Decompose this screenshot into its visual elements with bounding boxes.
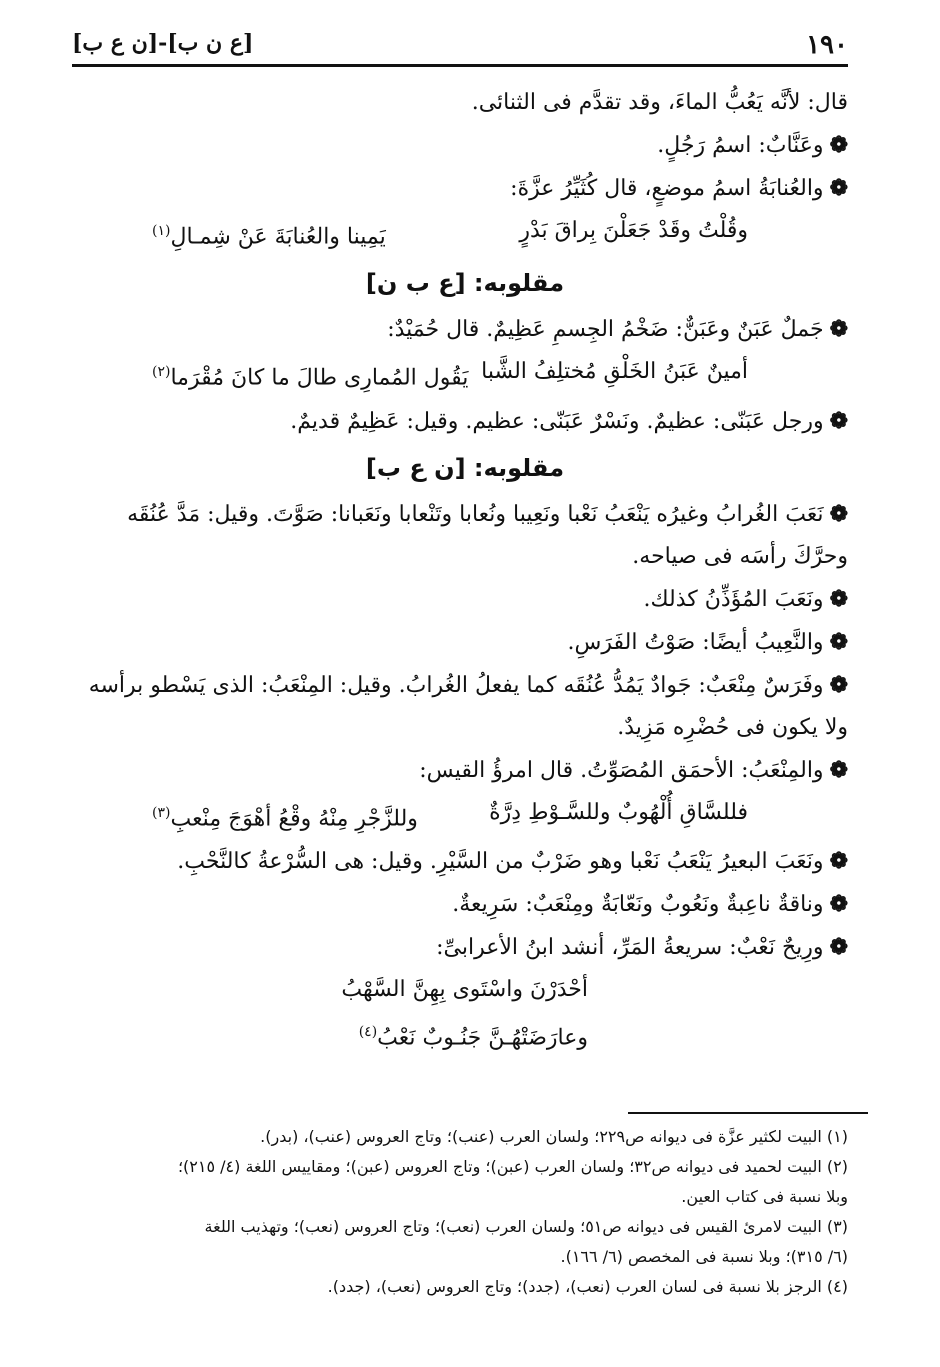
entry-text: ونَعَبَ البعيرُ يَنْعَبُ نَعْبا وهو ضَرْبٌ من السَّيْرِ. وقيل: هى السُّرْعةُ كالنَّحْبِ. [177,848,824,874]
entry-text: وعَنَّابٌ: اسمُ رَجُلٍ. [657,133,824,158]
footnote: (٢) البيت لحميد فى ديوانه ص٣٢؛ ولسان العرب (عبن)؛ وتاج العروس (عبن)؛ ومقاييس اللغة (٤/ ٢١٥)؛ [177,1157,848,1176]
verse-hemistich-right: أمينٌ عَبَنُ الخَلْقِ مُختلِفُ الشَّبا [481,359,748,385]
footnote-continuation: (٦/ ٣١٥)؛ وبلا نسبة فى المخصص (٦/ ١٦٦). [560,1247,848,1266]
bullet-icon: ❁ [829,407,848,434]
entry-text: والعُنابَةُ اسمُ موضعٍ، قال كُثَيِّرُ عزَّةَ: [510,176,824,201]
footnote-continuation: وبلا نسبة فى كتاب العين. [681,1187,848,1206]
entry [82,840,848,883]
header-rule [72,64,848,67]
entry [82,167,848,210]
footnote: (٤) الرجز بلا نسبة فى لسان العرب (نعب)، (جدد)؛ وتاج العروس (نعب)، (جدد). [327,1277,848,1296]
footnotes [72,1122,848,1302]
entry [82,308,848,351]
bullet-icon: ❁ [829,175,848,201]
entry-text: جَملٌ عَبَنٌ وعَبَنٌّ: ضَخْمُ الجِسمِ عَظِيمٌ. قال حُمَيْدٌ: [387,317,824,343]
verse [82,351,848,399]
bullet-icon: ❁ [829,671,848,698]
bullet-icon: ❁ [829,500,848,527]
verse-hemistich-left: يَمِينا والعُنابَةَ عَنْ شِمـالِ$^{(١)}$ [152,223,386,250]
page-header [72,30,848,66]
footnote-ref: (١) [152,223,171,239]
entry [82,124,848,167]
footnote-ref: (٢) [152,364,171,381]
bullet-icon: ❁ [829,132,848,158]
bullet-icon: ❁ [829,933,848,960]
rajaz-line: وعارَضَتْهُـنَّ جَنُـوبٌ نَعْبُ$^{(٤)}$ [358,1023,588,1051]
verse-hemistich-right: فللسَّاقِ أُلْهُوبٌ وللسَّـوْطِ دِرَّةٌ [489,799,748,825]
entry-text: ونَعَبَ المُؤَذِّنُ كذلك. [643,586,824,612]
bullet-icon: ❁ [829,847,848,874]
text-line: ولا يكون فى حُضْرِه مَزِيدٌ. [617,714,848,740]
entry [82,493,848,536]
entry [82,926,848,969]
verse [82,792,848,840]
running-head: [ع ن ب]-[ن ع ب] [72,30,254,56]
footnote: (١) البيت لكثير عزَّة فى ديوانه ص٢٢٩؛ ولسان العرب (عنب)؛ وتاج العروس (عنب)، (بدر). [260,1127,848,1146]
rajaz-line: أحْدَرْنَ واسْتَوى بِهِنَّ السَّهْبُ [341,976,588,1002]
footnote: (٣) البيت لامرئ القيس فى ديوانه ص٥١؛ ولسان العرب (نعب)؛ وتاج العروس (نعب)؛ وتهذيب اللغة [204,1217,848,1236]
entry-text: ورِيحٌ نَعْبٌ: سريعةُ المَرِّ، أنشد ابنُ الأعرابىِّ: [436,934,824,960]
text-line: وحرَّكَ رأسَه فى صياحه. [632,543,848,569]
bullet-icon: ❁ [829,628,848,655]
bullet-icon: ❁ [829,756,848,783]
verse-hemistich-left: وللزَّجْرِ مِنْهُ وقْعُ أهْوَجَ مِنْعبِ$^{(٣)}$ [152,804,418,831]
entry [82,400,848,443]
page-number: ١٩٠ [806,30,848,60]
entry [82,664,848,707]
entry-text: والمِنْعَبُ: الأحمَق المُصَوِّتُ. قال امرؤُ القيس: [419,757,824,783]
footnote-ref: (٣) [152,804,171,821]
main-text [82,82,848,1059]
bullet-icon: ❁ [829,585,848,612]
entry [82,621,848,664]
bullet-icon: ❁ [829,316,848,343]
bullet-icon: ❁ [829,890,848,917]
entry-text: وفَرَسٌ مِنْعَبٌ: جَوادٌ يَمُدُّ عُنُقَه كما يفعلُ الغُرابُ. وقيل: المِنْعَبُ: الذى يَسْطو برأسه [88,672,824,698]
section-heading: مقلوبه: [ع ب ن] [365,269,565,298]
entry-text: ورجل عَبَنّى: عظيمٌ. ونَسْرٌ عَبَنّى: عظيم. وقيل: عَظِيمٌ قديمٌ. [290,408,824,434]
verse-hemistich-left: يَقُول المُمارِى طالَ ما كانَ مُقْرَما$^{(٢)}$ [152,364,469,391]
entry-text: وناقةٌ ناعِبةٌ ونَعُوبٌ ونَعّابَةٌ ومِنْعَبٌ: سَرِيعةٌ. [452,891,824,917]
footnote-rule [628,1112,868,1114]
entry-text: والنَّعِيبُ أيضًا: صَوْتُ الفَرَسِ. [567,629,824,655]
verse-hemistich-right: وقُلْتُ وقَدْ جَعَلْنَ بِراقَ بَدْرٍ [519,218,748,243]
entry [82,749,848,792]
entry [82,883,848,926]
entry [82,578,848,621]
entry-text: نَعَبَ الغُرابُ وغيرُه يَنْعَبُ نَعْبا ونَعِيبا ونُعابا وتَنْعابا ونَعَبانا: صَوَّتَ. وقيل: مَدَّ عُنُقَه [127,501,824,527]
text-line: قال: لأنَّه يَعُبُّ الماءَ، وقد تقدَّم فى الثنائى. [471,90,848,115]
verse [82,210,848,258]
footnote-ref: (٤) [358,1023,378,1040]
section-heading: مقلوبه: [ن ع ب] [365,453,565,482]
